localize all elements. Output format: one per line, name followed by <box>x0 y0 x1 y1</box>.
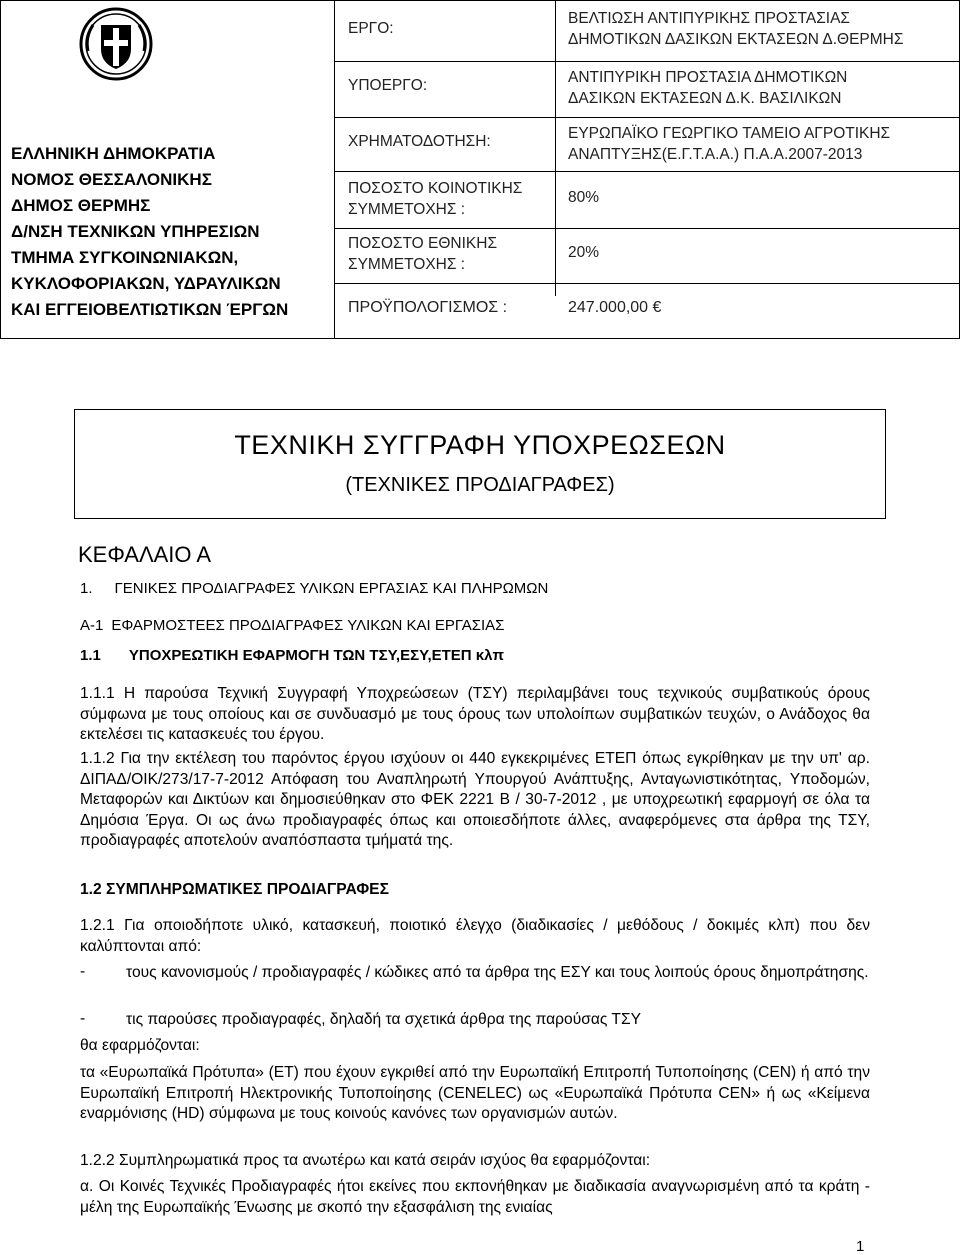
budget-label: ΠΡΟΫΠΟΛΟΓΙΣΜΟΣ : <box>348 299 508 316</box>
bullet-item-2 <box>80 1010 870 1031</box>
authority-block <box>11 141 331 323</box>
subproject-value <box>568 67 847 109</box>
authority-line: ΕΛΛΗΝΙΚΗ ΔΗΜΟΚΡΑΤΙΑ <box>11 144 216 163</box>
authority-line: ΝΟΜΟΣ ΘΕΣΣΑΛΟΝΙΚΗΣ <box>11 170 212 189</box>
apply-line: θα εφαρμόζονται: <box>80 1037 200 1054</box>
bullet-dash: - <box>80 963 86 980</box>
section-heading-1-2: 1.2 ΣΥΜΠΛΗΡΩΜΑΤΙΚΕΣ ΠΡΟΔΙΑΓΡΑΦΕΣ <box>80 881 389 898</box>
national-label-line: ΠΟΣΟΣΤΟ ΕΘΝΙΚΗΣ <box>348 235 498 252</box>
authority-line: ΚΑΙ ΕΓΓΕΙΟΒΕΛΤΙΩΤΙΚΩΝ ΈΡΓΩΝ <box>11 300 289 319</box>
national-participation-label <box>348 233 497 275</box>
euro-icon: € <box>652 299 662 316</box>
section-number: 1. <box>80 580 93 597</box>
budget-value: 247.000,00 <box>568 299 649 316</box>
section-number: 1.1 <box>80 647 101 664</box>
project-value <box>568 8 903 50</box>
row-divider <box>335 61 959 62</box>
section-heading-a1 <box>80 617 504 634</box>
funding-value-line: ΕΥΡΩΠΑΪΚΟ ΓΕΩΡΓΙΚΟ ΤΑΜΕΙΟ ΑΓΡΟΤΙΚΗΣ <box>568 125 891 142</box>
document-title: ΤΕΧΝΙΚΗ ΣΥΓΓΡΑΦΗ ΥΠΟΧΡΕΩΣΕΩΝ <box>234 430 726 460</box>
authority-line: ΤΜΗΜΑ ΣΥΓΚΟΙΝΩΝΙΑΚΩΝ, <box>11 248 239 267</box>
section-title: ΥΠΟΧΡΕΩΤΙΚΗ ΕΦΑΡΜΟΓΗ ΤΩΝ ΤΣΥ,ΕΣΥ,ΕΤΕΠ κλπ <box>128 647 504 664</box>
section-title: ΓΕΝΙΚΕΣ ΠΡΟΔΙΑΓΡΑΦΕΣ ΥΛΙΚΩΝ ΕΡΓΑΣΙΑΣ ΚΑΙ ΠΛΗΡΩΜΩΝ <box>114 580 549 597</box>
section-heading-1 <box>80 580 548 597</box>
paragraph-alpha: α. Οι Κοινές Τεχνικές Προδιαγραφές ήτοι εκείνες που εκπονήθηκαν με διαδικασία αναγνωρισμένη από τα κράτη - μέλη της Ευρωπαϊκής Ένωσης με σκοπό την εξασφάλιση της ενιαίας <box>80 1178 870 1216</box>
budget-amount <box>568 299 661 317</box>
document-title-box <box>74 409 886 519</box>
row-divider <box>335 117 959 118</box>
section-heading-1-1 <box>80 647 504 664</box>
authority-cell <box>1 1 335 338</box>
community-participation-label <box>348 178 522 220</box>
authority-line: ΚΥΚΛΟΦΟΡΙΑΚΩΝ, ΥΔΡΑΥΛΙΚΩΝ <box>11 274 281 293</box>
bullet-item-1 <box>80 963 870 984</box>
section-number: Α-1 <box>80 617 104 634</box>
bullet-text: τις παρούσες προδιαγραφές, δηλαδή τα σχετικά άρθρα της παρούσας ΤΣΥ <box>126 1011 641 1028</box>
european-standards-paragraph: τα «Ευρωπαϊκά Πρότυπα» (ΕΤ) που έχουν εγκριθεί από την Ευρωπαϊκή Επιτροπή Τυποποίησης (CEN) ή από την Ευρωπαϊκή Επιτροπή Ηλεκτρονικής Τυποποίησης (CENELEC) ως «Ευρωπαϊκά Πρότυπα CEN» ή ως «Κείμενα εναρμόνισης (HD) σύμφωνα με τους κοινούς κανόνες των οργανισμών αυτών. <box>80 1064 870 1122</box>
national-label-line: ΣΥΜΜΕΤΟΧΗΣ : <box>348 256 466 273</box>
row-divider <box>335 171 959 172</box>
subproject-value-line: ΑΝΤΙΠΥΡΙΚΗ ΠΡΟΣΤΑΣΙΑ ΔΗΜΟΤΙΚΩΝ <box>568 69 848 86</box>
greek-coat-of-arms-icon <box>79 7 153 81</box>
community-label-line: ΠΟΣΟΣΤΟ ΚΟΙΝΟΤΙΚΗΣ <box>348 180 523 197</box>
row-divider <box>335 228 959 229</box>
header-table <box>0 0 960 339</box>
subproject-value-line: ΔΑΣΙΚΩΝ ΕΚΤΑΣΕΩΝ Δ.Κ. ΒΑΣΙΛΙΚΩΝ <box>568 90 842 107</box>
bullet-dash: - <box>80 1010 86 1027</box>
page-number: 1 <box>856 1238 865 1255</box>
national-percentage: 20% <box>568 244 600 261</box>
bullet-text: τους κανονισμούς / προδιαγραφές / κώδικες από τα άρθρα της ΕΣΥ και τους λοιπούς όρους δημοπράτησης. <box>126 964 869 981</box>
project-label: ΕΡΓΟ: <box>348 20 394 37</box>
funding-value-line: ΑΝΑΠΤΥΞΗΣ(Ε.Γ.Τ.Α.Α.) Π.Α.Α.2007-2013 <box>568 146 863 163</box>
community-percentage: 80% <box>568 189 600 206</box>
project-value-line: ΔΗΜΟΤΙΚΩΝ ΔΑΣΙΚΩΝ ΕΚΤΑΣΕΩΝ Δ.ΘΕΡΜΗΣ <box>568 31 904 48</box>
paragraph-1-2-1: 1.2.1 Για οποιοδήποτε υλικό, κατασκευή, ποιοτικό έλεγχο (διαδικασίες / μεθόδους / δοκιμές κλπ) που δεν καλύπτονται από: <box>80 917 870 955</box>
authority-line: Δ/ΝΣΗ ΤΕΧΝΙΚΩΝ ΥΠΗΡΕΣΙΩΝ <box>11 222 260 241</box>
chapter-heading: ΚΕΦΑΛΑΙΟ Α <box>78 542 212 567</box>
subproject-label: ΥΠΟΕΡΓΟ: <box>348 77 428 94</box>
funding-value <box>568 123 890 165</box>
row-divider <box>335 283 959 284</box>
authority-line: ΔΗΜΟΣ ΘΕΡΜΗΣ <box>11 196 151 215</box>
community-label-line: ΣΥΜΜΕΤΟΧΗΣ : <box>348 201 466 218</box>
paragraph-1-1-1: 1.1.1 Η παρούσα Τεχνική Συγγραφή Υποχρεώσεων (ΤΣΥ) περιλαμβάνει τους τεχνικούς συμβατικούς όρους σύμφωνα με τους οποίους και σε συνδυασμό με τους όρους των υπολοίπων συμβατικών τευχών, ο Ανάδοχος θα εκτελέσει τις κατασκευές του έργου. <box>80 685 870 743</box>
funding-label: ΧΡΗΜΑΤΟΔΟΤΗΣΗ: <box>348 133 491 150</box>
document-subtitle: (ΤΕΧΝΙΚΕΣ ΠΡΟΔΙΑΓΡΑΦΕΣ) <box>345 474 615 496</box>
section-title: ΕΦΑΡΜΟΣΤΕΕΣ ΠΡΟΔΙΑΓΡΑΦΕΣ ΥΛΙΚΩΝ ΚΑΙ ΕΡΓΑΣΙΑΣ <box>111 617 505 634</box>
project-value-line: ΒΕΛΤΙΩΣΗ ΑΝΤΙΠΥΡΙΚΗΣ ΠΡΟΣΤΑΣΙΑΣ <box>568 10 851 27</box>
paragraph-1-1-2: 1.1.2 Για την εκτέλεση του παρόντος έργου ισχύουν οι 440 εγκεκριμένες ΕΤΕΠ όπως εγκρίθηκαν με την υπ' αρ. ΔΙΠΑΔ/ΟΙΚ/273/17-7-2012 Απόφαση του Αναπληρωτή Υπουργού Ανάπτυξης, Ανταγωνιστικότητας, Υποδομών, Μεταφορών και Δικτύων και δημοσιεύθηκαν στο ΦΕΚ 2221 Β / 30-7-2012 , με υποχρεωτική εφαρμογή σε όλα τα Δημόσια Έργα. Οι ως άνω προδιαγραφές όπως και οποιεσδήποτε άλλες, αναφερόμενες στα άρθρα της ΤΣΥ, προδιαγραφές αποτελούν αναπόσπαστα τμήματά της. <box>80 750 870 849</box>
paragraph-1-2-2: 1.2.2 Συμπληρωματικά προς τα ανωτέρω και κατά σειράν ισχύος θα εφαρμόζονται: <box>80 1152 651 1169</box>
